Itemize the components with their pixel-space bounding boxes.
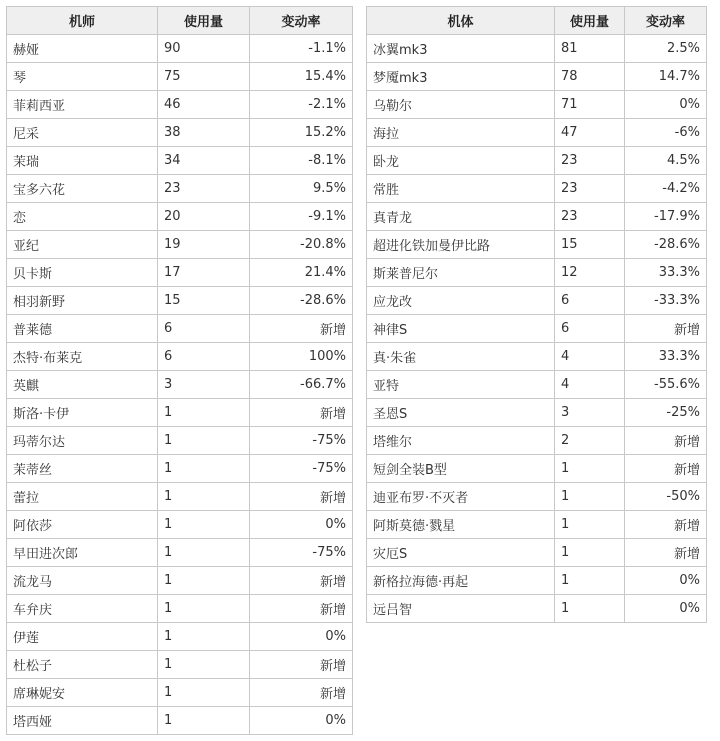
- name-cell: 早田进次郎: [7, 539, 158, 567]
- usage-cell: 3: [555, 399, 625, 427]
- usage-cell: 71: [555, 91, 625, 119]
- name-cell: 杰特·布莱克: [7, 343, 158, 371]
- usage-cell: 1: [158, 539, 250, 567]
- table-row: [7, 315, 353, 343]
- change-rate-cell: -17.9%: [625, 203, 707, 231]
- change-rate-cell: 15.4%: [250, 63, 353, 91]
- usage-cell: 6: [158, 315, 250, 343]
- usage-cell: 1: [158, 567, 250, 595]
- name-cell: 玛蒂尔达: [7, 427, 158, 455]
- name-cell: 赫娅: [7, 35, 158, 63]
- usage-cell: 1: [555, 455, 625, 483]
- change-rate-cell: 0%: [250, 707, 353, 735]
- usage-cell: 23: [555, 175, 625, 203]
- name-cell: 亚特: [367, 371, 555, 399]
- usage-cell: 4: [555, 371, 625, 399]
- pilot-usage-table: [6, 6, 353, 735]
- table-row: [367, 315, 707, 343]
- name-cell: 梦魇mk3: [367, 63, 555, 91]
- change-rate-cell: -66.7%: [250, 371, 353, 399]
- usage-cell: 2: [555, 427, 625, 455]
- change-rate-cell: 新增: [250, 399, 353, 427]
- usage-cell: 17: [158, 259, 250, 287]
- name-cell: 贝卡斯: [7, 259, 158, 287]
- table-row: [7, 539, 353, 567]
- table-row: [7, 707, 353, 735]
- table-row: [367, 371, 707, 399]
- change-rate-cell: 新增: [625, 539, 707, 567]
- usage-cell: 1: [158, 427, 250, 455]
- table-row: [7, 651, 353, 679]
- table-row: [367, 203, 707, 231]
- name-cell: 冰翼mk3: [367, 35, 555, 63]
- table-row: [7, 35, 353, 63]
- usage-cell: 75: [158, 63, 250, 91]
- usage-cell: 46: [158, 91, 250, 119]
- change-rate-cell: 2.5%: [625, 35, 707, 63]
- change-rate-cell: 新增: [250, 679, 353, 707]
- name-cell: 琴: [7, 63, 158, 91]
- change-rate-cell: 新增: [625, 455, 707, 483]
- table-row: [367, 427, 707, 455]
- change-rate-cell: 新增: [250, 595, 353, 623]
- name-cell: 亚纪: [7, 231, 158, 259]
- name-cell: 蕾拉: [7, 483, 158, 511]
- change-rate-cell: -28.6%: [250, 287, 353, 315]
- change-rate-cell: 0%: [250, 511, 353, 539]
- usage-cell: 1: [158, 399, 250, 427]
- usage-cell: 15: [158, 287, 250, 315]
- name-cell: 车弁庆: [7, 595, 158, 623]
- table-row: [7, 203, 353, 231]
- change-rate-cell: -75%: [250, 455, 353, 483]
- name-cell: 普莱德: [7, 315, 158, 343]
- table-row: [7, 175, 353, 203]
- usage-cell: 12: [555, 259, 625, 287]
- table-row: [7, 63, 353, 91]
- usage-cell: 23: [555, 203, 625, 231]
- change-rate-cell: 0%: [625, 595, 707, 623]
- column-header-usage: 使用量: [158, 7, 250, 35]
- change-rate-cell: -75%: [250, 427, 353, 455]
- name-cell: 流龙马: [7, 567, 158, 595]
- table-row: [7, 483, 353, 511]
- usage-cell: 1: [158, 623, 250, 651]
- change-rate-cell: -25%: [625, 399, 707, 427]
- usage-cell: 4: [555, 343, 625, 371]
- table-row: [367, 511, 707, 539]
- usage-cell: 6: [555, 287, 625, 315]
- name-cell: 新格拉海德·再起: [367, 567, 555, 595]
- table-row: [367, 231, 707, 259]
- usage-cell: 3: [158, 371, 250, 399]
- name-cell: 伊莲: [7, 623, 158, 651]
- table-row: [7, 231, 353, 259]
- change-rate-cell: 21.4%: [250, 259, 353, 287]
- change-rate-cell: -75%: [250, 539, 353, 567]
- name-cell: 尼采: [7, 119, 158, 147]
- usage-cell: 34: [158, 147, 250, 175]
- change-rate-cell: 0%: [250, 623, 353, 651]
- change-rate-cell: -28.6%: [625, 231, 707, 259]
- change-rate-cell: 4.5%: [625, 147, 707, 175]
- usage-cell: 1: [555, 511, 625, 539]
- name-cell: 菲莉西亚: [7, 91, 158, 119]
- name-cell: 远吕智: [367, 595, 555, 623]
- table-row: [367, 483, 707, 511]
- name-cell: 圣恩S: [367, 399, 555, 427]
- usage-cell: 23: [158, 175, 250, 203]
- table-row: [7, 567, 353, 595]
- name-cell: 短剑全装B型: [367, 455, 555, 483]
- change-rate-cell: -50%: [625, 483, 707, 511]
- change-rate-cell: 新增: [250, 567, 353, 595]
- usage-cell: 90: [158, 35, 250, 63]
- table-row: [7, 679, 353, 707]
- name-cell: 常胜: [367, 175, 555, 203]
- change-rate-cell: -33.3%: [625, 287, 707, 315]
- name-cell: 超进化铁加曼伊比路: [367, 231, 555, 259]
- name-cell: 阿斯莫德·戮星: [367, 511, 555, 539]
- usage-cell: 6: [555, 315, 625, 343]
- column-header-change-rate: 变动率: [250, 7, 353, 35]
- usage-cell: 20: [158, 203, 250, 231]
- table-header-row: [367, 7, 707, 35]
- usage-cell: 1: [555, 595, 625, 623]
- usage-cell: 38: [158, 119, 250, 147]
- table-row: [367, 119, 707, 147]
- change-rate-cell: 33.3%: [625, 259, 707, 287]
- change-rate-cell: 新增: [250, 483, 353, 511]
- usage-cell: 1: [158, 651, 250, 679]
- name-cell: 阿依莎: [7, 511, 158, 539]
- table-row: [7, 287, 353, 315]
- name-cell: 席琳妮安: [7, 679, 158, 707]
- column-header-pilot: 机师: [7, 7, 158, 35]
- change-rate-cell: 15.2%: [250, 119, 353, 147]
- table-row: [7, 427, 353, 455]
- table-row: [7, 455, 353, 483]
- change-rate-cell: 新增: [625, 427, 707, 455]
- column-header-change-rate: 变动率: [625, 7, 707, 35]
- name-cell: 恋: [7, 203, 158, 231]
- change-rate-cell: -6%: [625, 119, 707, 147]
- name-cell: 茉蒂丝: [7, 455, 158, 483]
- table-row: [367, 35, 707, 63]
- change-rate-cell: -9.1%: [250, 203, 353, 231]
- name-cell: 塔维尔: [367, 427, 555, 455]
- name-cell: 杜松子: [7, 651, 158, 679]
- table-row: [367, 147, 707, 175]
- table-row: [367, 539, 707, 567]
- usage-cell: 6: [158, 343, 250, 371]
- change-rate-cell: 0%: [625, 91, 707, 119]
- table-row: [367, 399, 707, 427]
- change-rate-cell: 新增: [250, 315, 353, 343]
- table-row: [367, 175, 707, 203]
- name-cell: 卧龙: [367, 147, 555, 175]
- change-rate-cell: 0%: [625, 567, 707, 595]
- usage-cell: 1: [158, 483, 250, 511]
- table-row: [7, 623, 353, 651]
- table-row: [7, 91, 353, 119]
- change-rate-cell: 14.7%: [625, 63, 707, 91]
- name-cell: 神律S: [367, 315, 555, 343]
- usage-cell: 19: [158, 231, 250, 259]
- change-rate-cell: 33.3%: [625, 343, 707, 371]
- change-rate-cell: -1.1%: [250, 35, 353, 63]
- name-cell: 真·朱雀: [367, 343, 555, 371]
- change-rate-cell: 新增: [625, 315, 707, 343]
- usage-cell: 1: [158, 595, 250, 623]
- usage-cell: 78: [555, 63, 625, 91]
- usage-cell: 1: [555, 483, 625, 511]
- table-row: [7, 371, 353, 399]
- table-row: [7, 399, 353, 427]
- change-rate-cell: -4.2%: [625, 175, 707, 203]
- table-header-row: [7, 7, 353, 35]
- change-rate-cell: -55.6%: [625, 371, 707, 399]
- usage-cell: 1: [158, 707, 250, 735]
- table-row: [7, 259, 353, 287]
- usage-cell: 1: [158, 511, 250, 539]
- mech-usage-table: [366, 6, 707, 623]
- usage-cell: 81: [555, 35, 625, 63]
- name-cell: 塔西娅: [7, 707, 158, 735]
- name-cell: 斯洛·卡伊: [7, 399, 158, 427]
- name-cell: 相羽新野: [7, 287, 158, 315]
- table-row: [367, 63, 707, 91]
- table-row: [7, 147, 353, 175]
- name-cell: 英麒: [7, 371, 158, 399]
- name-cell: 斯莱普尼尔: [367, 259, 555, 287]
- name-cell: 迪亚布罗·不灭者: [367, 483, 555, 511]
- table-row: [367, 567, 707, 595]
- table-row: [367, 259, 707, 287]
- change-rate-cell: 100%: [250, 343, 353, 371]
- table-row: [367, 343, 707, 371]
- usage-cell: 1: [555, 539, 625, 567]
- usage-cell: 1: [555, 567, 625, 595]
- table-row: [7, 119, 353, 147]
- name-cell: 茉瑞: [7, 147, 158, 175]
- change-rate-cell: 9.5%: [250, 175, 353, 203]
- usage-cell: 15: [555, 231, 625, 259]
- change-rate-cell: 新增: [250, 651, 353, 679]
- name-cell: 乌勒尔: [367, 91, 555, 119]
- usage-cell: 23: [555, 147, 625, 175]
- column-header-mech: 机体: [367, 7, 555, 35]
- table-row: [367, 595, 707, 623]
- name-cell: 应龙改: [367, 287, 555, 315]
- name-cell: 宝多六花: [7, 175, 158, 203]
- column-header-usage: 使用量: [555, 7, 625, 35]
- table-row: [7, 511, 353, 539]
- change-rate-cell: -2.1%: [250, 91, 353, 119]
- table-row: [367, 455, 707, 483]
- change-rate-cell: 新增: [625, 511, 707, 539]
- change-rate-cell: -20.8%: [250, 231, 353, 259]
- usage-cell: 1: [158, 679, 250, 707]
- usage-cell: 47: [555, 119, 625, 147]
- table-row: [367, 287, 707, 315]
- table-row: [7, 343, 353, 371]
- name-cell: 海拉: [367, 119, 555, 147]
- table-row: [367, 91, 707, 119]
- usage-cell: 1: [158, 455, 250, 483]
- table-row: [7, 595, 353, 623]
- name-cell: 灾厄S: [367, 539, 555, 567]
- change-rate-cell: -8.1%: [250, 147, 353, 175]
- name-cell: 真青龙: [367, 203, 555, 231]
